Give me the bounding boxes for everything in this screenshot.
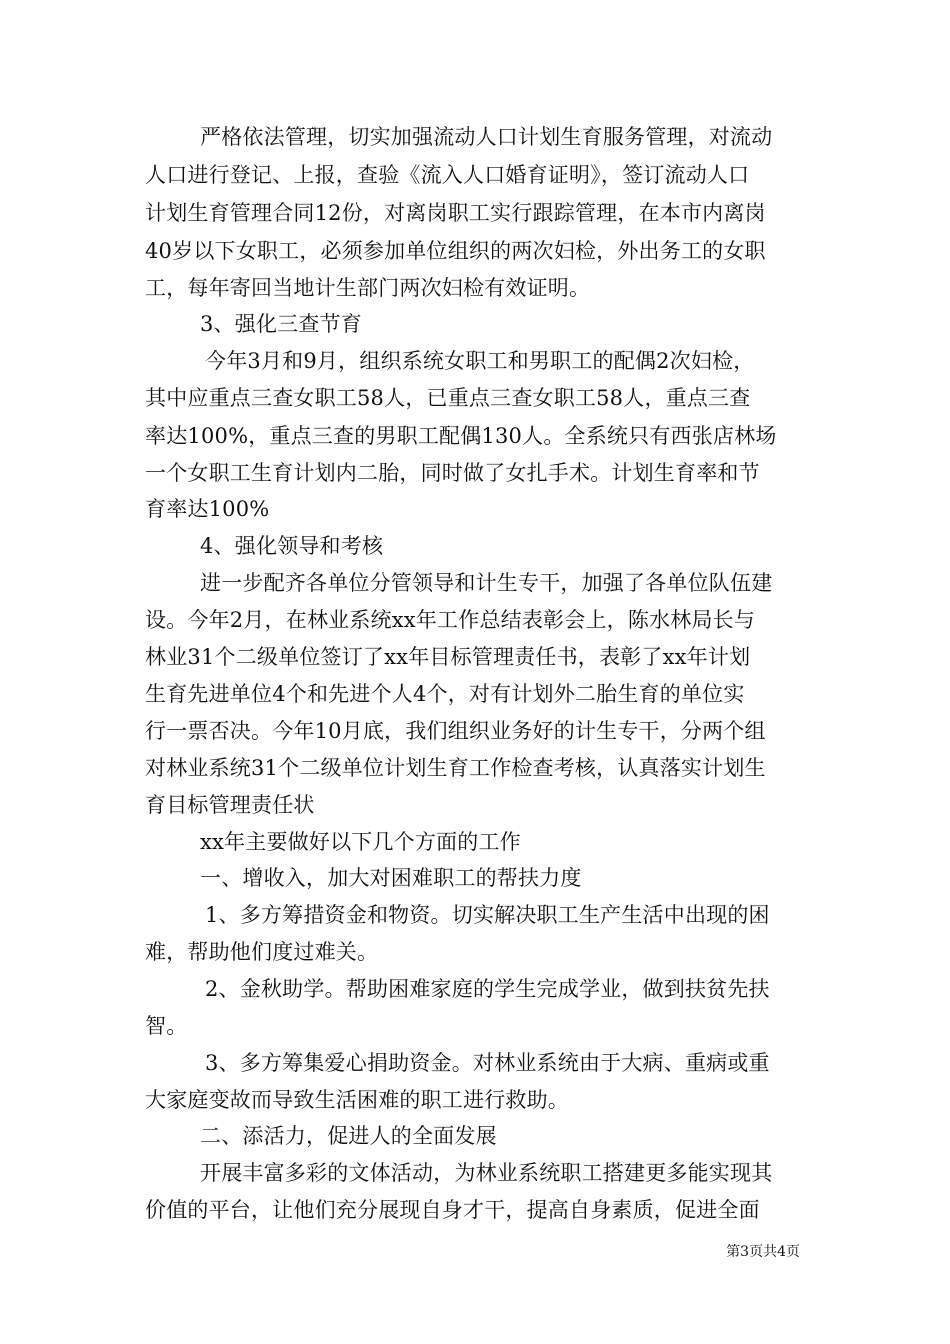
section-heading: xx年主要做好以下几个方面的工作 — [200, 830, 521, 854]
paragraph-line: 行一票否决。今年10月底，我们组织业务好的计生专干，分两个组 — [145, 719, 766, 743]
paragraph-line: 难，帮助他们度过难关。 — [145, 940, 379, 964]
paragraph-line: 一个女职工生育计划内二胎，同时做了女扎手术。计划生育率和节 — [145, 461, 760, 485]
paragraph-line: 对林业系统31个二级单位计划生育工作检查考核，认真落实计划生 — [145, 756, 766, 780]
paragraph-line: 今年3月和9月，组织系统女职工和男职工的配偶2次妇检， — [205, 349, 755, 373]
paragraph-line: 严格依法管理，切实加强流动人口计划生育服务管理，对流动 — [200, 125, 773, 149]
paragraph-line: 40岁以下女职工，必须参加单位组织的两次妇检，外出务工的女职 — [145, 239, 766, 263]
paragraph-line: 育目标管理责任状 — [145, 793, 315, 817]
paragraph-line: 林业31个二级单位签订了xx年目标管理责任书，表彰了xx年计划 — [145, 645, 751, 669]
paragraph-line: 人口进行登记、上报，查验《流入人口婚育证明》，签订流动人口 — [145, 163, 750, 187]
paragraph-line: 生育先进单位4个和先进个人4个，对有计划外二胎生育的单位实 — [145, 682, 745, 706]
page-number: 第3页共4页 — [726, 1244, 800, 1260]
paragraph-line: 开展丰富多彩的文体活动，为林业系统职工搭建更多能实现其 — [200, 1161, 773, 1185]
paragraph-line: 3、多方筹集爱心捐助资金。对林业系统由于大病、重病或重 — [205, 1051, 770, 1075]
paragraph-line: 计划生育管理合同12份，对离岗职工实行跟踪管理，在本市内离岗 — [145, 201, 766, 225]
paragraph-line: 大家庭变故而导致生活困难的职工进行救助。 — [145, 1088, 569, 1112]
paragraph-line: 育率达100% — [145, 497, 270, 521]
paragraph-line: 率达100%，重点三查的男职工配偶130人。全系统只有西张店林场 — [145, 424, 777, 448]
paragraph-line: 工，每年寄回当地计生部门两次妇检有效证明。 — [145, 276, 591, 300]
section-heading: 4、强化领导和考核 — [200, 534, 384, 558]
section-heading: 二、添活力，促进人的全面发展 — [200, 1124, 497, 1148]
section-heading: 3、强化三查节育 — [200, 312, 362, 336]
paragraph-line: 其中应重点三查女职工58人，已重点三查女职工58人，重点三查 — [145, 386, 751, 410]
paragraph-line: 设。今年2月，在林业系统xx年工作总结表彰会上，陈水林局长与 — [145, 608, 756, 632]
paragraph-line: 进一步配齐各单位分管领导和计生专干，加强了各单位队伍建 — [200, 571, 773, 595]
paragraph-line: 2、金秋助学。帮助困难家庭的学生完成学业，做到扶贫先扶 — [205, 977, 770, 1001]
paragraph-line: 智。 — [145, 1014, 188, 1038]
paragraph-line: 价值的平台，让他们充分展现自身才干，提高自身素质，促进全面 — [145, 1198, 760, 1222]
section-heading: 一、增收入，加大对困难职工的帮扶力度 — [200, 866, 582, 890]
paragraph-line: 1、多方筹措资金和物资。切实解决职工生产生活中出现的困 — [205, 903, 770, 927]
